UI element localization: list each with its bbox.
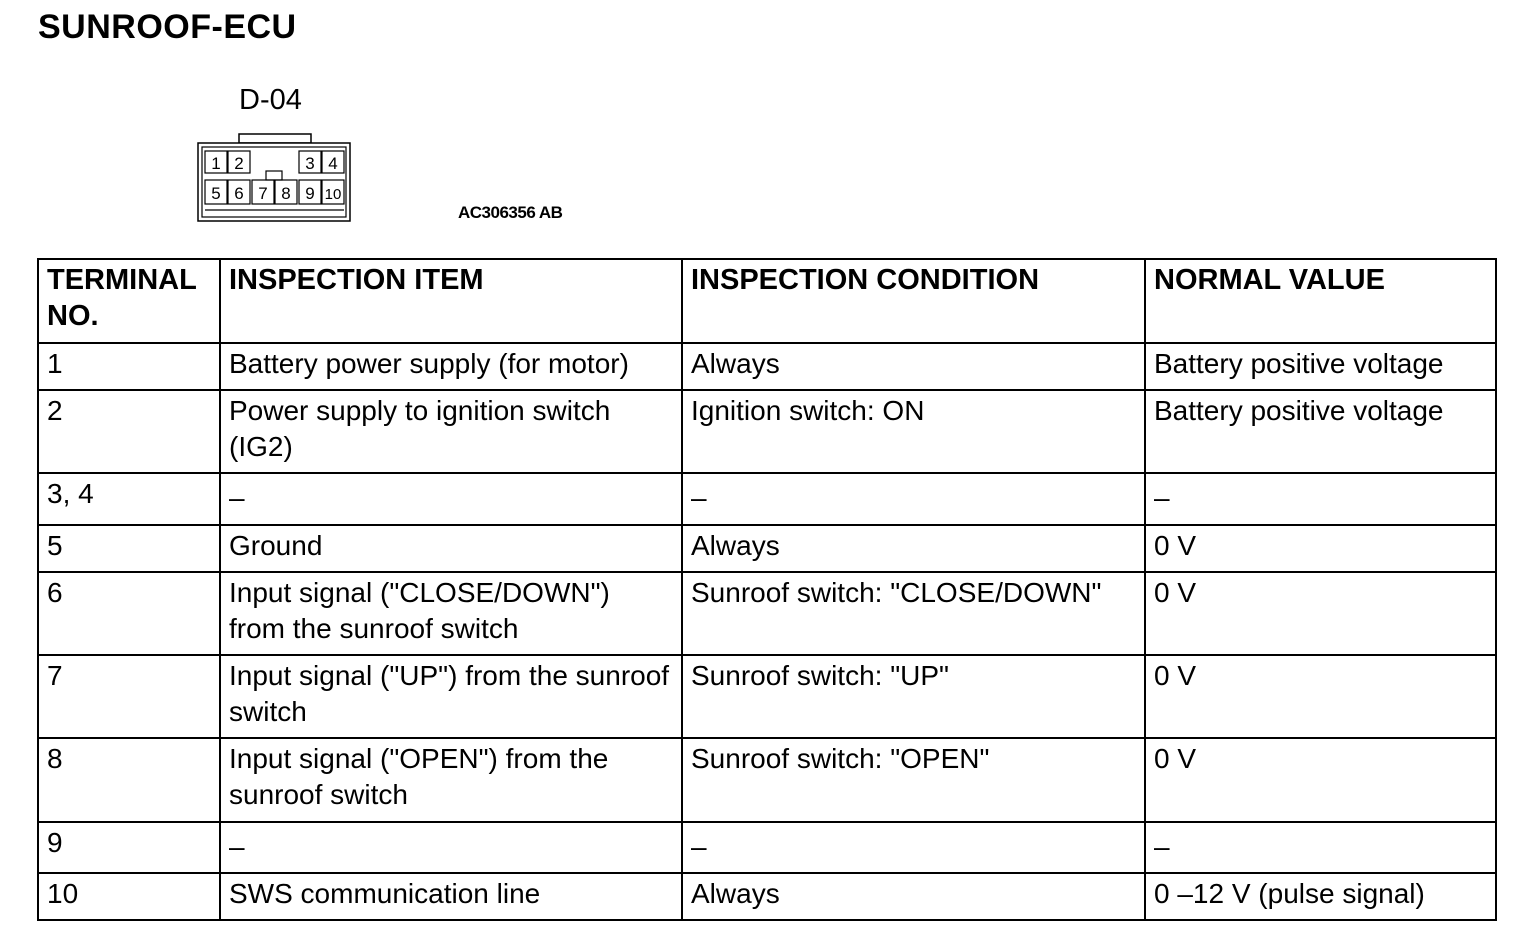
cell-condition: Sunroof switch: "OPEN" bbox=[682, 738, 1145, 822]
table-row bbox=[38, 572, 1496, 655]
table-row bbox=[38, 525, 1496, 572]
pin-2-label: 2 bbox=[234, 154, 244, 173]
cell-terminal: 8 bbox=[38, 738, 220, 822]
cell-item: Input signal ("UP") from the sunroof switch bbox=[220, 655, 682, 738]
figure-code: AC306356 AB bbox=[458, 203, 563, 222]
page-title: SUNROOF-ECU bbox=[38, 8, 297, 46]
cell-value: 0 V bbox=[1145, 738, 1496, 822]
pin-6-label: 6 bbox=[234, 184, 244, 203]
pin-3-label: 3 bbox=[305, 154, 315, 173]
cell-value: Battery positive voltage bbox=[1145, 343, 1496, 390]
pin-7-label: 7 bbox=[258, 184, 268, 203]
cell-terminal: 3, 4 bbox=[38, 473, 220, 525]
table-row bbox=[38, 343, 1496, 390]
cell-terminal: 2 bbox=[38, 390, 220, 473]
header-terminal-no: TERMINAL NO. bbox=[38, 259, 220, 343]
cell-condition: Always bbox=[682, 525, 1145, 572]
cell-condition: Ignition switch: ON bbox=[682, 390, 1145, 473]
table-row bbox=[38, 873, 1496, 920]
cell-terminal: 6 bbox=[38, 572, 220, 655]
cell-item: SWS communication line bbox=[220, 873, 682, 920]
pin-5-label: 5 bbox=[211, 184, 221, 203]
cell-condition: Always bbox=[682, 873, 1145, 920]
cell-terminal: 5 bbox=[38, 525, 220, 572]
table-row bbox=[38, 738, 1496, 822]
cell-condition: Sunroof switch: "CLOSE/DOWN" bbox=[682, 572, 1145, 655]
cell-item-text: – bbox=[229, 482, 245, 513]
cell-value-text: – bbox=[1154, 482, 1170, 513]
cell-condition bbox=[682, 473, 1145, 525]
cell-condition-text: – bbox=[691, 482, 707, 513]
cell-terminal: 9 bbox=[38, 822, 220, 873]
cell-item: Input signal ("OPEN") from the sunroof switch bbox=[220, 738, 682, 822]
cell-terminal: 7 bbox=[38, 655, 220, 738]
table-row bbox=[38, 655, 1496, 738]
table-row bbox=[38, 822, 1496, 873]
cell-item bbox=[220, 822, 682, 873]
header-normal-value: NORMAL VALUE bbox=[1145, 259, 1496, 343]
cell-condition-text: – bbox=[691, 831, 707, 862]
cell-terminal: 10 bbox=[38, 873, 220, 920]
cell-item: Ground bbox=[220, 525, 682, 572]
table-row bbox=[38, 473, 1496, 525]
cell-value: Battery positive voltage bbox=[1145, 390, 1496, 473]
cell-item: Input signal ("CLOSE/DOWN") from the sunroof switch bbox=[220, 572, 682, 655]
cell-condition: Always bbox=[682, 343, 1145, 390]
pin-10-label: 10 bbox=[324, 186, 342, 203]
header-inspection-item: INSPECTION ITEM bbox=[220, 259, 682, 343]
cell-item: Power supply to ignition switch (IG2) bbox=[220, 390, 682, 473]
cell-terminal: 1 bbox=[38, 343, 220, 390]
cell-item bbox=[220, 473, 682, 525]
pin-1-label: 1 bbox=[211, 154, 221, 173]
cell-value-text: – bbox=[1154, 831, 1170, 862]
cell-value bbox=[1145, 822, 1496, 873]
table-header-row bbox=[38, 259, 1496, 343]
table-row bbox=[38, 390, 1496, 473]
pin-4-label: 4 bbox=[328, 154, 338, 173]
cell-value: 0 –12 V (pulse signal) bbox=[1145, 873, 1496, 920]
connector-latch bbox=[239, 134, 311, 143]
cell-value: 0 V bbox=[1145, 525, 1496, 572]
connector-diagram bbox=[195, 130, 355, 225]
cell-value: 0 V bbox=[1145, 572, 1496, 655]
header-inspection-condition: INSPECTION CONDITION bbox=[682, 259, 1145, 343]
pin-9-label: 9 bbox=[305, 184, 315, 203]
cell-item: Battery power supply (for motor) bbox=[220, 343, 682, 390]
cell-condition: Sunroof switch: "UP" bbox=[682, 655, 1145, 738]
pin-8-label: 8 bbox=[281, 184, 291, 203]
cell-item-text: – bbox=[229, 831, 245, 862]
cell-condition bbox=[682, 822, 1145, 873]
terminal-inspection-table bbox=[37, 258, 1497, 921]
cell-value bbox=[1145, 473, 1496, 525]
connector-label: D-04 bbox=[239, 84, 302, 116]
cell-value: 0 V bbox=[1145, 655, 1496, 738]
